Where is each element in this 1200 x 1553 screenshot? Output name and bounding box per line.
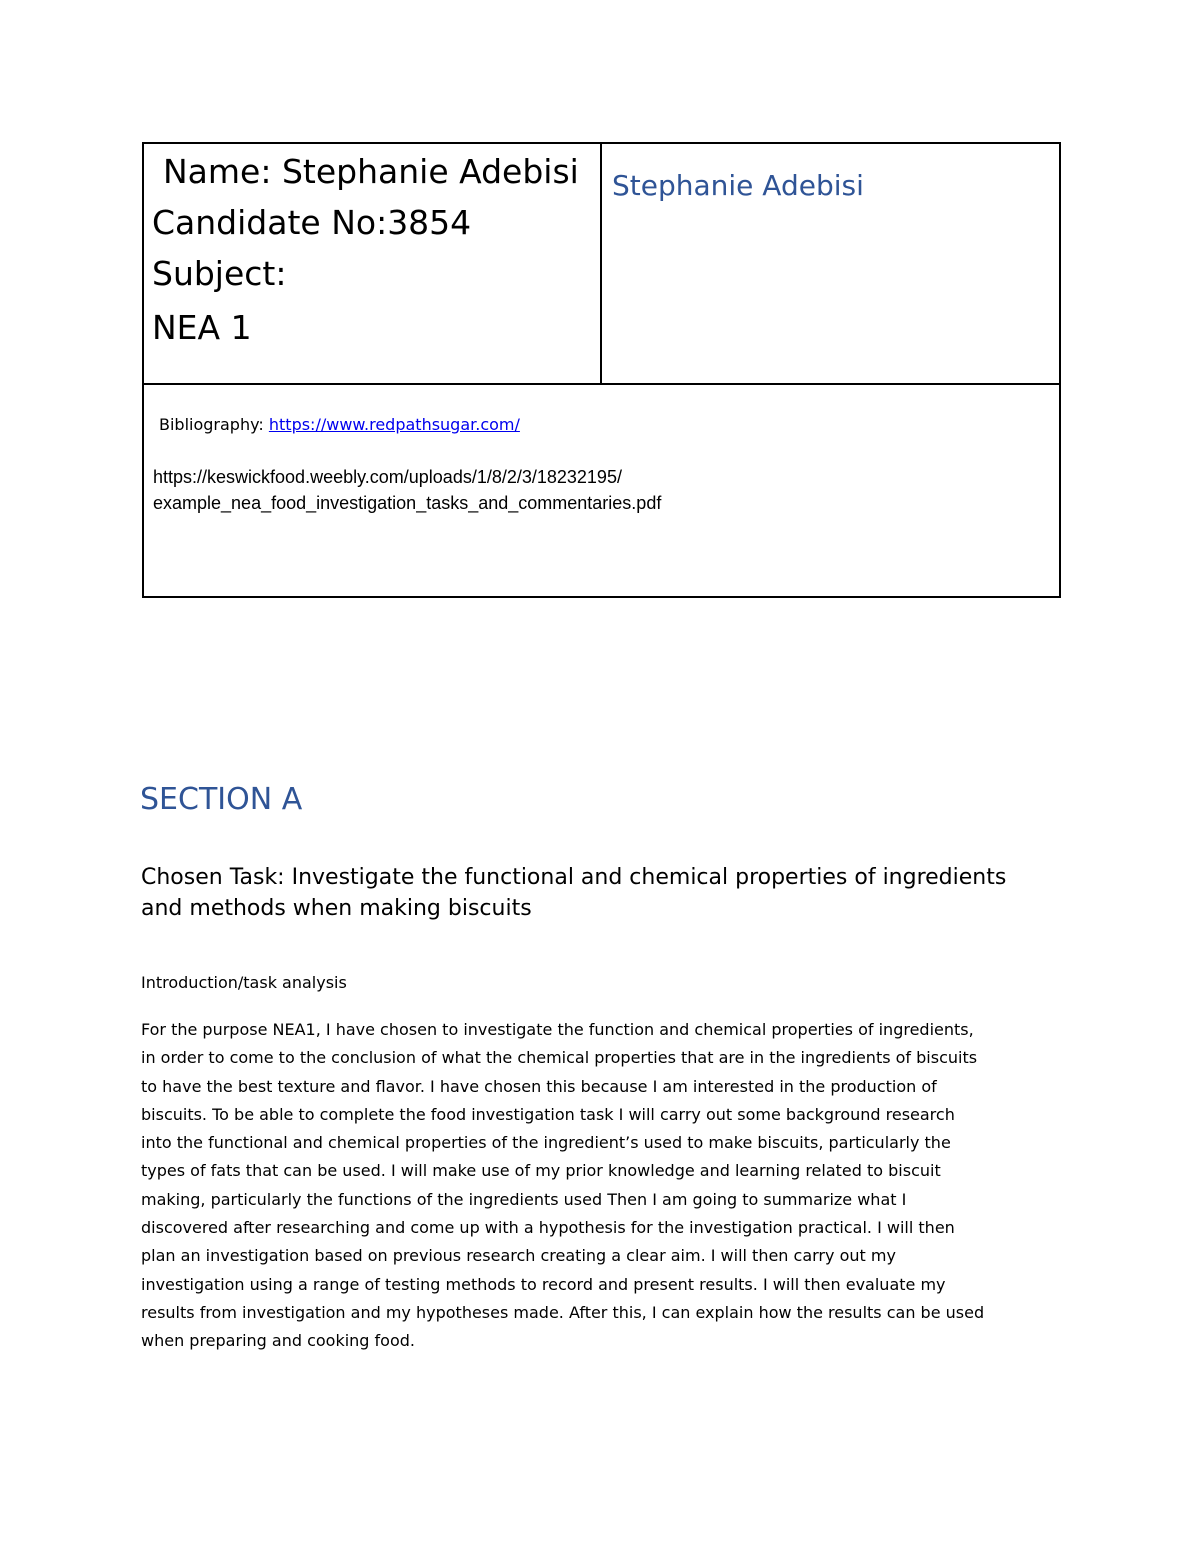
header-table bbox=[142, 142, 1061, 598]
candidate-number-line: Candidate No:3854 bbox=[152, 203, 472, 242]
candidate-info-cell bbox=[144, 144, 602, 385]
student-name: Stephanie Adebisi bbox=[612, 169, 864, 202]
body-line: making, particularly the functions of the ingredients used Then I am going to summarize what I bbox=[141, 1189, 907, 1209]
nea-line: NEA 1 bbox=[152, 308, 252, 347]
bibliography-url-line-1: https://keswickfood.weebly.com/uploads/1/8/2/3/18232195/ bbox=[153, 467, 622, 487]
section-heading: SECTION A bbox=[140, 782, 303, 817]
body-paragraph bbox=[141, 1016, 1066, 1356]
task-title: Chosen Task: Investigate the functional and chemical properties of ingredients and methods when making biscuits bbox=[141, 865, 1007, 921]
intro-heading: Introduction/task analysis bbox=[141, 973, 347, 992]
body-line: biscuits. To be able to complete the food investigation task I will carry out some background research bbox=[141, 1104, 955, 1124]
bibliography-row bbox=[159, 414, 520, 436]
bibliography-label: Bibliography: bbox=[159, 415, 269, 434]
body-line: types of fats that can be used. I will make use of my prior knowledge and learning related to biscuit bbox=[141, 1161, 941, 1181]
body-line: investigation using a range of testing methods to record and present results. I will then evaluate my bbox=[141, 1274, 946, 1294]
bibliography-cell bbox=[144, 385, 1059, 596]
student-name-cell bbox=[602, 144, 1059, 385]
body-line: to have the best texture and flavor. I have chosen this because I am interested in the production of bbox=[141, 1076, 937, 1096]
bibliography-link[interactable]: https://www.redpathsugar.com/ bbox=[268, 415, 520, 434]
body-line: plan an investigation based on previous research creating a clear aim. I will then carry out my bbox=[141, 1246, 896, 1266]
body-line: in order to come to the conclusion of what the chemical properties that are in the ingredients of biscuits bbox=[141, 1048, 978, 1068]
subject-line: Subject: bbox=[152, 254, 287, 293]
body-line: results from investigation and my hypotheses made. After this, I can explain how the results can be used bbox=[141, 1302, 985, 1322]
body-line: discovered after researching and come up with a hypothesis for the investigation practical. I will then bbox=[141, 1218, 955, 1238]
bibliography-url-line-2: example_nea_food_investigation_tasks_and_commentaries.pdf bbox=[153, 493, 662, 513]
body-line: into the functional and chemical properties of the ingredient’s used to make biscuits, particularly the bbox=[141, 1133, 951, 1153]
name-line: Name: Stephanie Adebisi bbox=[163, 152, 579, 191]
body-line: For the purpose NEA1, I have chosen to investigate the function and chemical properties of ingredients, bbox=[141, 1020, 974, 1039]
body-line: when preparing and cooking food. bbox=[141, 1331, 415, 1351]
